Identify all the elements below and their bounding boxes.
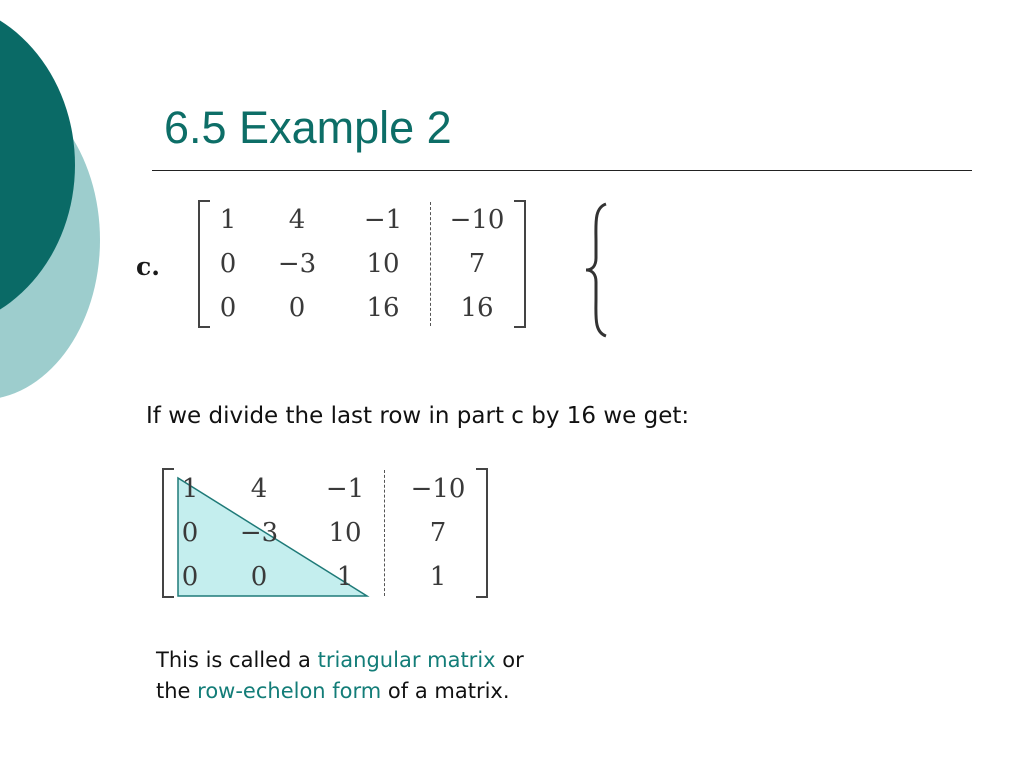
- note-text: the: [156, 679, 198, 703]
- intro-sentence: If we divide the last row in part c by 16 we get:: [146, 403, 690, 429]
- matrix-c-cell: −10: [449, 205, 505, 235]
- augment-divider: [384, 470, 385, 596]
- note-text: or: [495, 648, 524, 672]
- note-line-1: [156, 645, 524, 676]
- matrix-c-cell: 16: [366, 293, 400, 323]
- matrix-c-cell: 0: [219, 293, 237, 323]
- matrix-c-cell: 16: [460, 293, 494, 323]
- matrix-reduced-cell: 0: [181, 562, 199, 592]
- title-rule: [152, 170, 972, 171]
- part-label: c.: [136, 252, 160, 281]
- matrix-reduced-cell: 1: [336, 562, 354, 592]
- matrix-reduced-cell: −10: [410, 474, 466, 504]
- note-text: of a matrix.: [381, 679, 510, 703]
- matrix-reduced-cell: −3: [239, 518, 279, 548]
- matrix-reduced-cell: 7: [429, 518, 447, 548]
- matrix-reduced-cell: 10: [328, 518, 362, 548]
- matrix-c-cell: 0: [219, 249, 237, 279]
- matrix-reduced-cell: 1: [181, 474, 199, 504]
- matrix-reduced-cell: 1: [429, 562, 447, 592]
- matrix-reduced-cell: 4: [250, 474, 268, 504]
- matrix-reduced: [162, 468, 488, 598]
- matrix-reduced-cell: −1: [325, 474, 365, 504]
- matrix-c: [198, 200, 526, 328]
- matrix-c-cell: −3: [277, 249, 317, 279]
- note-line-2: [156, 676, 524, 707]
- note-text: This is called a: [156, 648, 318, 672]
- matrix-c-cell: 0: [288, 293, 306, 323]
- term-triangular-matrix: triangular matrix: [317, 648, 496, 672]
- left-bracket: [198, 200, 210, 328]
- matrix-c-cell: 4: [288, 205, 306, 235]
- augment-divider: [430, 202, 431, 326]
- matrix-c-cell: 7: [468, 249, 486, 279]
- matrix-c-cell: 1: [219, 205, 237, 235]
- matrix-c-cell: 10: [366, 249, 400, 279]
- matrix-reduced-cell: 0: [181, 518, 199, 548]
- definition-note: [156, 645, 524, 707]
- system-brace-icon: [582, 202, 612, 338]
- slide-title: 6.5 Example 2: [164, 102, 452, 153]
- matrix-c-cell: −1: [363, 205, 403, 235]
- term-row-echelon-form: row-echelon form: [197, 679, 382, 703]
- matrix-reduced-cell: 0: [250, 562, 268, 592]
